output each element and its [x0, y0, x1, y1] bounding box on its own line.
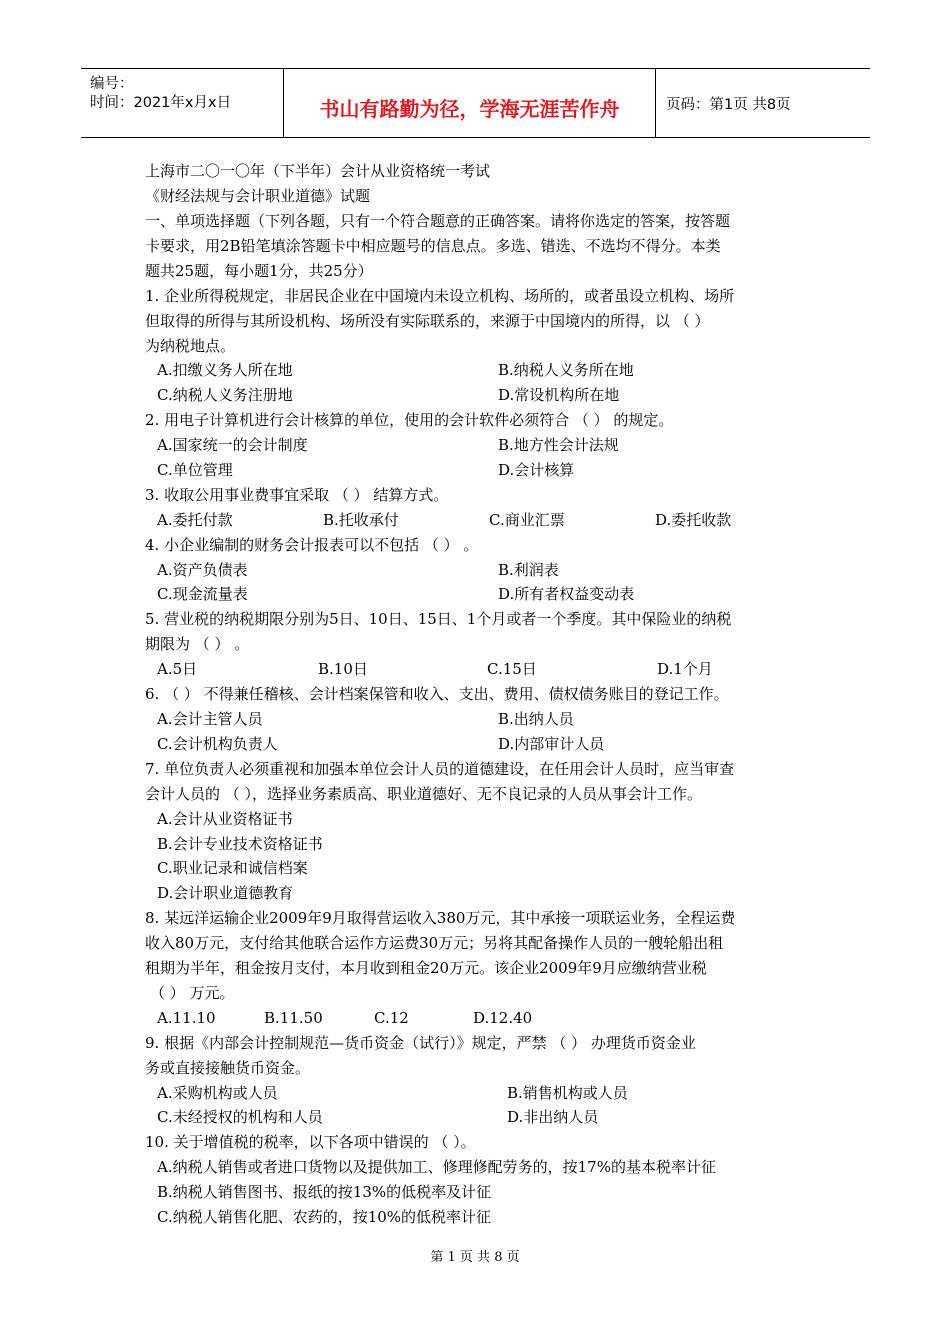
question-2-option-d: D.会计核算	[498, 461, 575, 479]
question-8-option-c: C.12	[374, 1009, 409, 1027]
page-header	[81, 68, 870, 138]
question-9-option-b: B.销售机构或人员	[507, 1084, 628, 1102]
question-1-option-c: C.纳税人义务注册地	[157, 386, 293, 404]
question-3-option-a: A.委托付款	[157, 511, 233, 529]
question-1-text: 1. 企业所得税规定，非居民企业在中国境内未设立机构、场所的，或者虽设立机构、场所	[145, 287, 735, 305]
question-8-option-b: B.11.50	[264, 1009, 323, 1027]
question-4-option-a: A.资产负债表	[157, 561, 248, 579]
question-7-option-d: D.会计职业道德教育	[157, 884, 294, 902]
question-9-option-d: D.非出纳人员	[507, 1108, 599, 1126]
question-4-text: 4. 小企业编制的财务会计报表可以不包括 （ ） 。	[145, 536, 479, 554]
header-page-cell	[656, 69, 870, 137]
exam-subtitle: 《财经法规与会计职业道德》试题	[145, 187, 371, 205]
section-instructions-line: 题共25题，每小题1分，共25分）	[145, 262, 373, 280]
question-8-text: （ ） 万元。	[150, 984, 235, 1002]
question-8-option-a: A.11.10	[157, 1009, 216, 1027]
question-3-option-c: C.商业汇票	[489, 511, 565, 529]
exam-title: 上海市二〇一〇年（下半年）会计从业资格统一考试	[145, 162, 491, 180]
question-7-text: 7. 单位负责人必须重视和加强本单位会计人员的道德建设，在任用会计人员时，应当审查	[145, 760, 735, 778]
question-4-option-d: D.所有者权益变动表	[498, 585, 635, 603]
question-7-text: 会计人员的 （ ），选择业务素质高、职业道德好、无不良记录的人员从事会计工作。	[145, 785, 703, 803]
question-10-text: 10. 关于增值税的税率，以下各项中错误的 （ ）。	[145, 1133, 476, 1151]
question-5-option-c: C.15日	[487, 660, 537, 678]
question-10-option-c: C.纳税人销售化肥、农药的，按10%的低税率计征	[157, 1208, 492, 1226]
question-4-option-b: B.利润表	[498, 561, 559, 579]
question-3-text: 3. 收取公用事业费事宜采取 （ ） 结算方式。	[145, 486, 449, 504]
question-7-option-b: B.会计专业技术资格证书	[157, 835, 323, 853]
question-8-option-d: D.12.40	[473, 1009, 533, 1027]
question-5-option-b: B.10日	[318, 660, 368, 678]
question-9-option-c: C.未经授权的机构和人员	[157, 1108, 323, 1126]
section-instructions-line: 卡要求，用2B铅笔填涂答题卡中相应题号的信息点。多选、错选、不选均不得分。本类	[145, 237, 721, 255]
question-9-text: 9. 根据《内部会计控制规范—货币资金（试行）》规定，严禁 （ ） 办理货币资金业	[145, 1034, 696, 1052]
header-motto-cell	[284, 69, 656, 137]
time-label: 时间：2021年x月x日	[90, 95, 232, 111]
question-6-option-b: B.出纳人员	[498, 710, 574, 728]
question-3-option-d: D.委托收款	[655, 511, 732, 529]
motto: 书山有路勤为径，学海无涯苦作舟	[319, 97, 620, 121]
question-1-text: 为纳税地点。	[145, 337, 236, 355]
question-8-text: 8. 某远洋运输企业2009年9月取得营运收入380万元，其中承接一项联运业务，全程运费	[145, 909, 736, 927]
question-5-option-a: A.5日	[157, 660, 198, 678]
question-4-option-c: C.现金流量表	[157, 585, 248, 603]
page-number-label: 页码：第1页 共8页	[666, 97, 791, 113]
question-6-option-d: D.内部审计人员	[498, 735, 605, 753]
question-8-text: 租期为半年，租金按月支付，本月收到租金20万元。该企业2009年9月应缴纳营业税	[145, 959, 707, 977]
question-2-text: 2. 用电子计算机进行会计核算的单位，使用的会计软件必须符合 （ ） 的规定。	[145, 411, 674, 429]
question-1-option-b: B.纳税人义务所在地	[498, 361, 634, 379]
question-2-option-b: B.地方性会计法规	[498, 436, 619, 454]
section-instructions-line: 一、单项选择题（下列各题，只有一个符合题意的正确答案。请将你选定的答案，按答题	[145, 212, 731, 230]
question-1-option-a: A.扣缴义务人所在地	[157, 361, 293, 379]
header-info-cell	[81, 69, 284, 137]
page-footer: 第 1 页 共 8 页	[430, 1250, 520, 1265]
question-9-text: 务或直接接触货币资金。	[145, 1059, 311, 1077]
question-6-text: 6. （ ） 不得兼任稽核、会计档案保管和收入、支出、费用、债权债务账目的登记工作。	[145, 685, 729, 703]
question-5-option-d: D.1个月	[657, 660, 713, 678]
question-7-option-a: A.会计从业资格证书	[157, 810, 293, 828]
question-8-text: 收入80万元，支付给其他联合运作方运费30万元；另将其配备操作人员的一艘轮船出租	[145, 934, 724, 952]
question-1-text: 但取得的所得与其所设机构、场所没有实际联系的，来源于中国境内的所得，以 （ ）	[145, 312, 710, 330]
question-2-option-a: A.国家统一的会计制度	[157, 436, 308, 454]
question-6-option-c: C.会计机构负责人	[157, 735, 278, 753]
question-3-option-b: B.托收承付	[323, 511, 399, 529]
question-10-option-b: B.纳税人销售图书、报纸的按13%的低税率及计征	[157, 1183, 492, 1201]
question-10-option-a: A.纳税人销售或者进口货物以及提供加工、修理修配劳务的，按17%的基本税率计征	[157, 1158, 716, 1176]
question-6-option-a: A.会计主管人员	[157, 710, 263, 728]
question-7-option-c: C.职业记录和诚信档案	[157, 859, 308, 877]
question-5-text: 5. 营业税的纳税期限分别为5日、10日、15日、1个月或者一个季度。其中保险业的纳税	[145, 610, 732, 628]
number-label: 编号：	[90, 76, 134, 92]
question-2-option-c: C.单位管理	[157, 461, 233, 479]
question-5-text: 期限为 （ ） 。	[145, 635, 250, 653]
question-9-option-a: A.采购机构或人员	[157, 1084, 278, 1102]
question-1-option-d: D.常设机构所在地	[498, 386, 620, 404]
